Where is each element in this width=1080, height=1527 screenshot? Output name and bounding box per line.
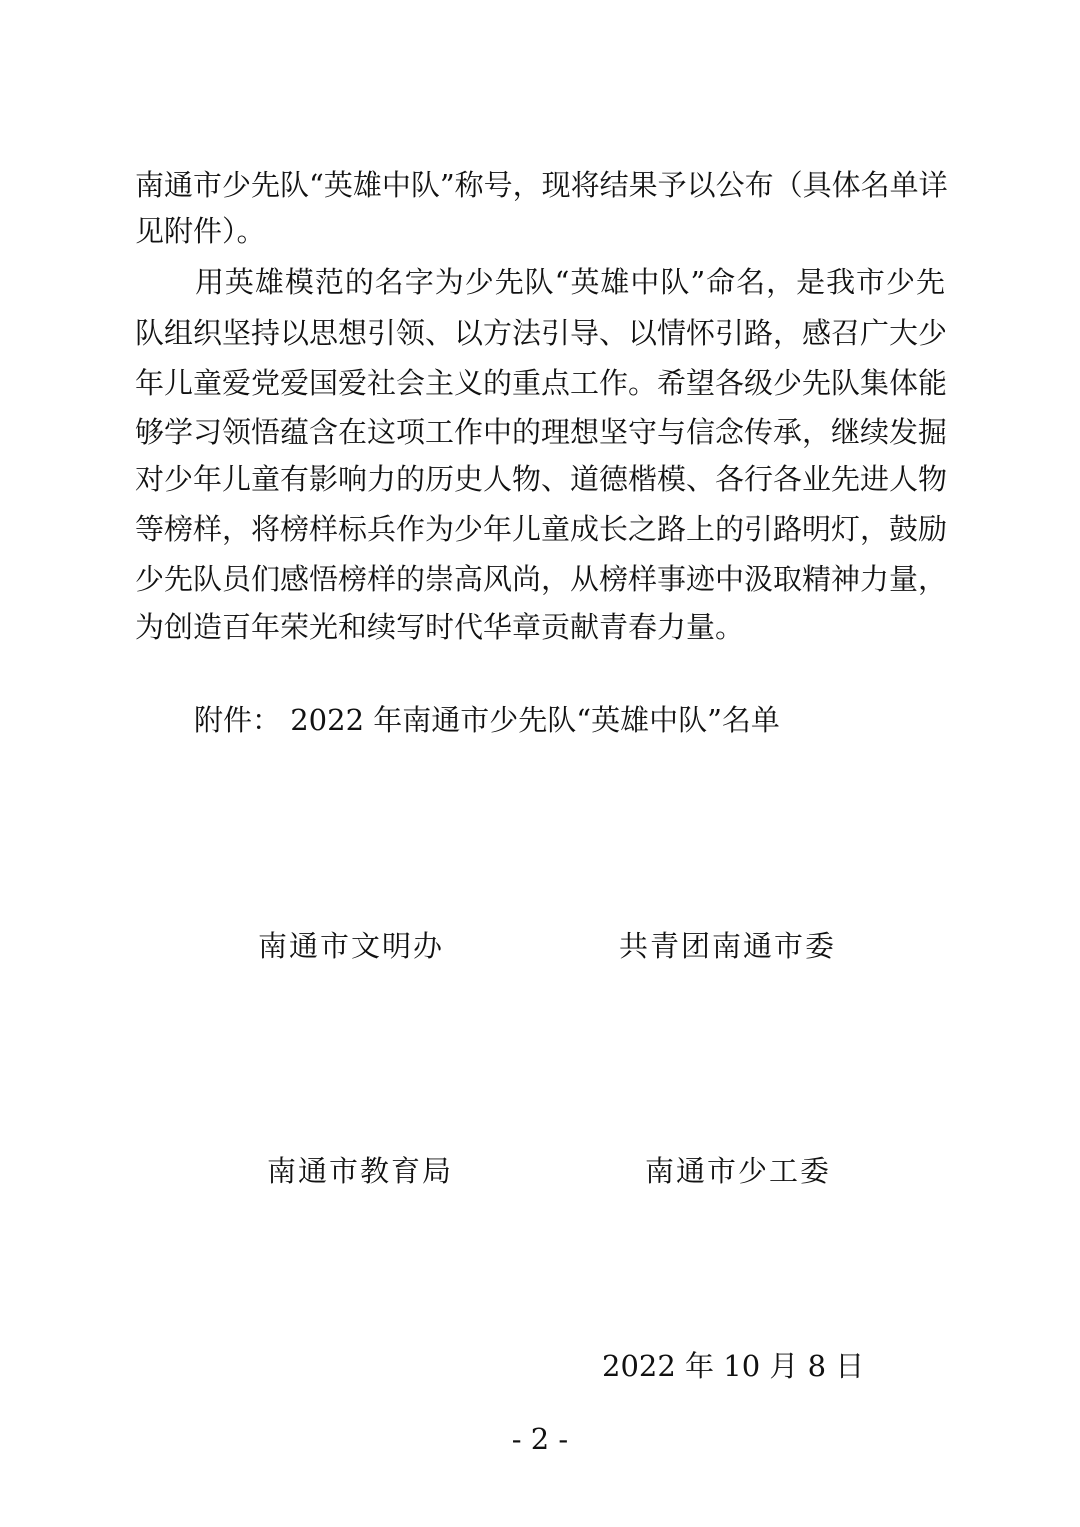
paragraph-1-line-2: 见附件）。 — [135, 214, 266, 248]
signature-jiaoyuju: 南通市教育局 — [267, 1154, 454, 1188]
page-number: - 2 - — [511, 1422, 569, 1456]
paragraph-1-line-1: 南通市少先队“英雄中队”称号，现将结果予以公布（具体名单详 — [135, 168, 948, 202]
signature-gongqingtuan: 共青团南通市委 — [619, 929, 837, 963]
signature-wenmingban: 南通市文明办 — [258, 929, 445, 963]
paragraph-2-line-6: 等榜样，将榜样标兵作为少年儿童成长之路上的引路明灯，鼓励 — [135, 512, 948, 546]
paragraph-2-line-5: 对少年儿童有影响力的历史人物、道德楷模、各行各业先进人物 — [135, 462, 948, 496]
paragraph-2-line-4: 够学习领悟蕴含在这项工作中的理想坚守与信念传承，继续发掘 — [135, 415, 948, 449]
signature-shaogongwei: 南通市少工委 — [645, 1154, 832, 1188]
paragraph-2-line-7: 少先队员们感悟榜样的崇高风尚，从榜样事迹中汲取精神力量， — [135, 562, 948, 596]
paragraph-2-line-3: 年儿童爱党爱国爱社会主义的重点工作。希望各级少先队集体能 — [135, 366, 948, 400]
paragraph-2-line-8: 为创造百年荣光和续写时代华章贡献青春力量。 — [135, 610, 745, 644]
attachment-note: 附件： 2022 年南通市少先队“英雄中队”名单 — [194, 703, 780, 737]
paragraph-2-line-2: 队组织坚持以思想引领、以方法引导、以情怀引路，感召广大少 — [135, 316, 948, 350]
document-date: 2022 年 10 月 8 日 — [602, 1349, 865, 1383]
paragraph-2-line-1: 用英雄模范的名字为少先队“英雄中队”命名，是我市少先 — [135, 265, 945, 299]
